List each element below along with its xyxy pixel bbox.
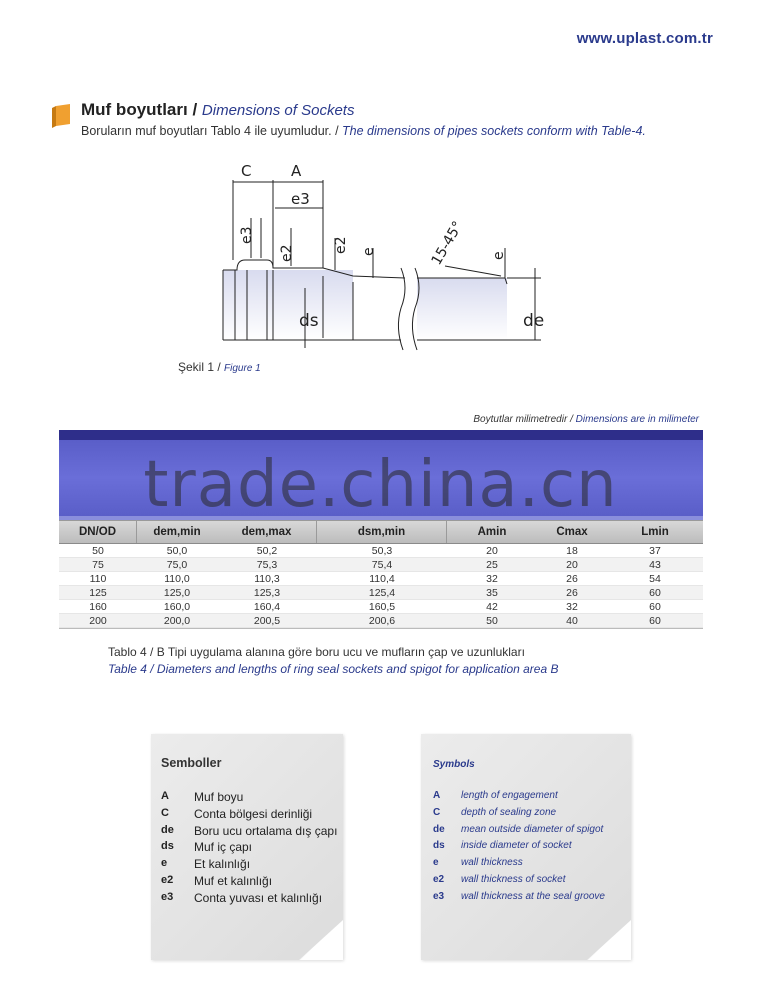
symbols-title-tr: Semboller [161,756,222,770]
table-cell: 60 [649,601,661,613]
symbol-text: depth of sealing zone [461,806,557,818]
page-curl [587,920,631,960]
table-cell: 125,0 [163,587,191,599]
symbol-item [433,857,605,874]
label-e-b: e [491,251,507,260]
table-cell: 200 [89,615,107,627]
symbol-item [161,790,337,807]
symbol-item [433,840,605,857]
label-e-a: e [361,247,377,256]
table-cell: 200,0 [163,615,191,627]
table-cell: 75,3 [256,559,278,571]
symbol-key: e3 [161,890,174,903]
dimensions-note-en: Dimensions are in milimeter [575,414,699,425]
table-cell: 60 [649,587,661,599]
label-angle: 15-45° [428,218,467,268]
table-cell: 75 [92,559,104,571]
col-dem-min: dem,min [153,526,201,538]
section-subtitle [81,124,646,138]
symbol-text: Conta yuvası et kalınlığı [194,890,323,905]
table-cell: 43 [649,559,661,571]
socket-figure [205,158,565,358]
symbol-text: Conta bölgesi derinliği [194,806,313,821]
table-row [59,600,703,614]
label-A: A [291,162,302,180]
symbols-title-en: Symbols [433,759,475,770]
label-e3-left: e3 [239,226,255,244]
table-cell: 60 [649,615,661,627]
table-cell: 32 [566,601,578,613]
table-cell: 50 [92,545,104,557]
table-cell: 35 [486,587,498,599]
site-url[interactable]: www.uplast.com.tr [576,30,713,47]
table-cell: 110,3 [254,573,280,585]
table-cell: 200,6 [368,615,396,627]
label-e2-a: e2 [279,244,295,262]
subtitle-en: The dimensions of pipes sockets conform with Table-4. [342,124,646,138]
table-cell: 50,2 [256,545,278,557]
table-cell: 110,0 [164,573,190,585]
symbol-text: Muf et kalınlığı [194,873,273,888]
table-cell: 37 [649,545,661,557]
label-de: de [523,311,545,331]
table-row [59,614,703,628]
watermark: trade.china.cn [143,448,618,522]
table-cell: 26 [566,573,578,585]
table-caption-tr: Tablo 4 / B Tipi uygulama alanına göre boru ucu ve mufların çap ve uzunlukları [108,645,525,659]
table-cell: 125 [89,587,107,599]
symbol-key: e2 [161,873,174,886]
symbol-text: Muf iç çapı [194,840,253,855]
symbol-item [433,824,605,841]
table-row [59,544,703,558]
table-cell: 125,3 [253,587,281,599]
symbol-text: wall thickness of socket [461,873,566,885]
table-cell: 40 [566,615,578,627]
table-cell: 26 [566,587,578,599]
symbol-key: e [161,857,168,870]
symbol-item [433,874,605,891]
label-ds: ds [299,311,319,331]
table-row [59,586,703,600]
subtitle-tr: Boruların muf boyutları Tablo 4 ile uyumludur. / [81,124,339,138]
symbol-key: de [161,823,174,836]
table-band-top [59,430,703,440]
section-title [81,100,354,120]
table-row [59,558,703,572]
symbol-text: inside diameter of socket [461,840,572,852]
symbol-text: Muf boyu [194,790,244,804]
symbol-key: C [161,806,169,819]
table-cell: 32 [486,573,498,585]
section-title-en: Dimensions of Sockets [201,102,355,119]
col-c-max: Cmax [556,526,588,538]
symbol-text: mean outside diameter of spigot [461,823,604,835]
symbol-text: length of engagement [461,790,558,801]
table-cell: 110,4 [369,573,395,585]
label-e2-b: e2 [333,236,349,254]
table-row [59,572,703,586]
table-cell: 20 [566,559,578,571]
symbols-list-tr [161,790,337,908]
symbol-key: ds [433,840,445,852]
symbol-text: wall thickness [461,857,523,869]
symbols-card-en [421,734,631,960]
col-dem-max: dem,max [217,521,317,543]
symbol-item [161,891,337,908]
dimensions-note-tr: Boytutlar milimetredir / [473,414,573,425]
page-curl [299,920,343,960]
table-cell: 160 [89,601,107,613]
table-cell: 50 [486,615,498,627]
table-caption [108,644,559,678]
symbol-key: C [433,806,441,818]
symbols-card-tr [151,734,343,960]
symbol-key: ds [161,840,174,853]
table-cell: 25 [486,559,498,571]
symbol-item [433,790,605,807]
col-dn-od: DN/OD [59,521,137,543]
symbol-text: Boru ucu ortalama dış çapı [194,823,338,838]
orange-book-icon [52,104,72,128]
label-e3-top: e3 [291,190,310,208]
table-cell: 50,3 [371,545,393,557]
table-cell: 75,4 [371,559,393,571]
symbol-key: de [433,823,445,835]
col-a-min: Amin [477,526,507,538]
col-dsm-min: dsm,min [317,521,447,543]
dimensions-note [473,414,699,425]
symbol-item [161,824,337,841]
symbol-item [433,807,605,824]
col-l-min: Lmin [641,526,669,538]
symbol-item [161,857,337,874]
symbols-list-en [433,790,605,908]
label-C: C [241,162,252,180]
symbol-item [161,874,337,891]
symbol-key: e [433,857,439,869]
symbol-item [433,891,605,908]
symbol-text: wall thickness at the seal groove [461,890,605,902]
symbol-item [161,840,337,857]
table-cell: 160,5 [368,601,396,613]
table-cell: 125,4 [368,587,396,599]
figure-caption-tr: Şekil 1 / [178,360,221,374]
figure-caption-en: Figure 1 [224,363,261,374]
figure-caption [178,360,261,374]
table-cell: 200,5 [253,615,281,627]
table-body [59,544,703,629]
table-cell: 110 [89,573,107,585]
table-cell: 50,0 [166,545,188,557]
symbol-key: A [433,790,441,801]
symbol-key: e2 [433,873,445,885]
table-cell: 75,0 [166,559,188,571]
symbol-key: A [161,790,169,802]
table-cell: 160,4 [253,601,281,613]
table-cell: 42 [486,601,498,613]
symbol-text: Et kalınlığı [194,857,251,872]
table-cell: 20 [486,545,498,557]
symbol-key: e3 [433,890,445,902]
symbol-item [161,807,337,824]
table-cell: 54 [649,573,661,585]
table-cell: 18 [566,545,578,557]
table-caption-en: Table 4 / Diameters and lengths of ring seal sockets and spigot for application area B [108,662,559,676]
table-header-row [59,520,703,544]
table-cell: 160,0 [163,601,191,613]
section-title-tr: Muf boyutları / [81,100,198,119]
